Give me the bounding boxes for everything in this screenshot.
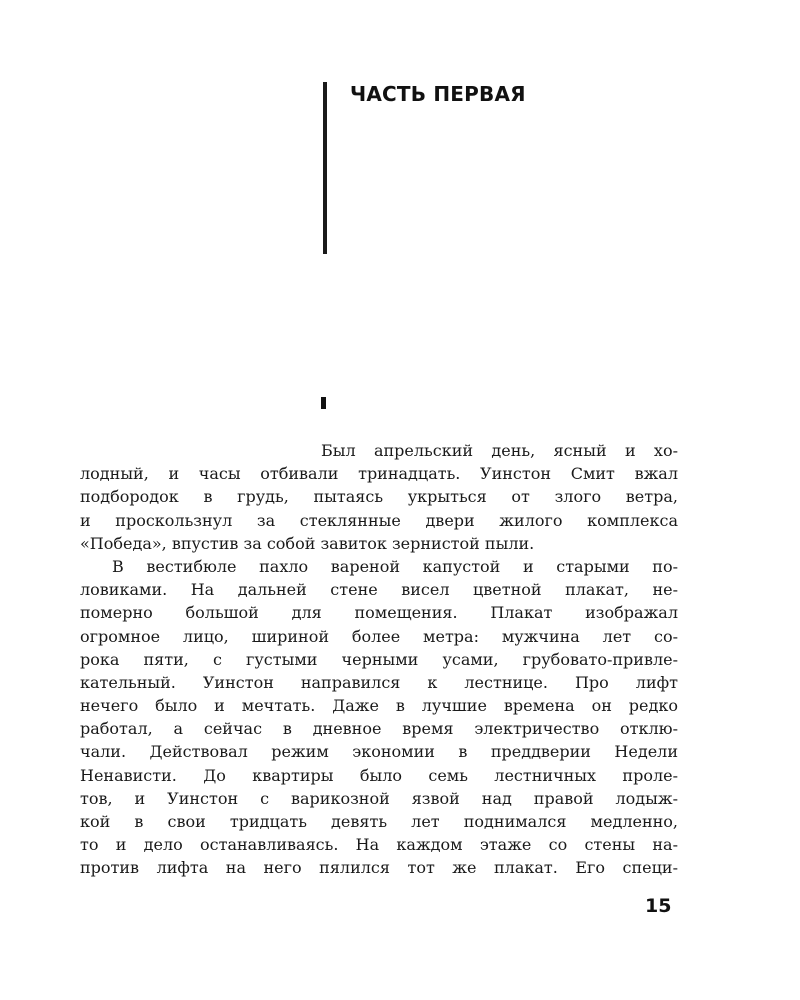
text-line: кой в свои тридцать девять лет поднимался медленно,	[80, 812, 678, 831]
text-line: рока пяти, с густыми черными усами, грубовато-привле-	[80, 649, 678, 669]
text-line: тов, и Уинстон с варикозной язвой над правой лодыж-	[80, 788, 678, 808]
text-line: огромное лицо, шириной более метра: мужчина лет со-	[80, 626, 678, 646]
text-line: Был апрельский день, ясный и хо-	[321, 441, 678, 460]
text-line: и проскользнул за стеклянные двери жилого комплекса	[80, 510, 678, 530]
text-line: работал, а сейчас в дневное время электричество отклю-	[80, 719, 678, 739]
text-line: лодный, и часы отбивали тринадцать. Уинстон Смит вжал	[80, 464, 678, 484]
text-line: нечего было и мечтать. Даже в лучшие времена он редко	[80, 696, 678, 716]
text-line: Ненависти. До квартиры было семь лестничных проле-	[80, 765, 678, 785]
text-line: ловиками. На дальней стене висел цветной плакат, не-	[80, 580, 678, 600]
text-line: «Победа», впустив за собой завиток зернистой пыли.	[80, 533, 535, 553]
text-line: против лифта на него пялился тот же плакат. Его специ-	[80, 858, 678, 878]
chapter-number-mark	[321, 397, 326, 409]
text-line: В вестибюле пахло вареной капустой и старыми по-	[112, 556, 678, 576]
part-vertical-rule	[323, 82, 327, 254]
text-line: то и дело останавливаясь. На каждом этаже со стены на-	[80, 835, 678, 855]
part-title: ЧАСТЬ ПЕРВАЯ	[350, 82, 526, 106]
text-line: чали. Действовал режим экономии в преддверии Недели	[80, 742, 678, 762]
body-text	[80, 439, 678, 880]
text-line: кательный. Уинстон направился к лестнице. Про лифт	[80, 672, 678, 692]
text-line: подбородок в грудь, пытаясь укрыться от злого ветра,	[80, 487, 678, 507]
text-line: померно большой для помещения. Плакат изображал	[80, 603, 678, 623]
page-number: 15	[645, 895, 672, 917]
